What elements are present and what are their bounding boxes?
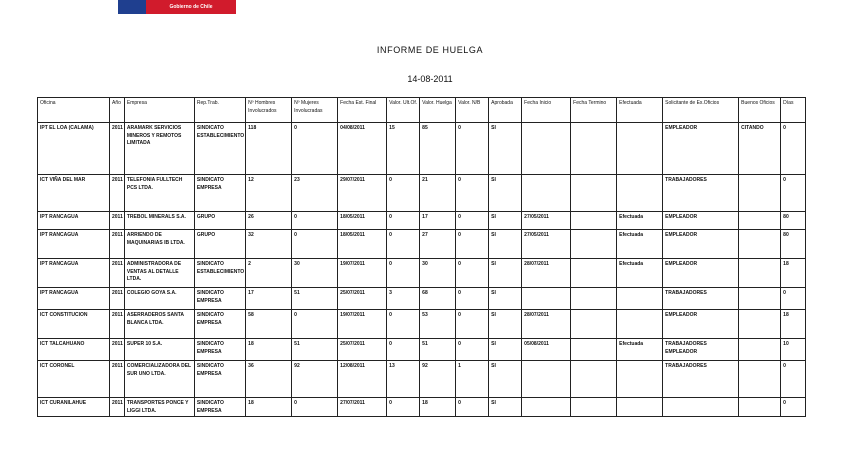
report-title: INFORME DE HUELGA bbox=[376, 45, 484, 55]
table-cell: 0 bbox=[781, 175, 806, 212]
table-cell: 3 bbox=[387, 288, 420, 310]
report-date: 14-08-2011 bbox=[407, 74, 453, 84]
table-cell: ICT CORONEL bbox=[38, 361, 110, 398]
column-header: Efectuada bbox=[617, 98, 663, 123]
table-cell: EMPLEADOR bbox=[663, 212, 739, 230]
table-cell: 25/07/2011 bbox=[338, 288, 387, 310]
table-cell: 27/07/2011 bbox=[338, 398, 387, 417]
table-cell: 58 bbox=[246, 310, 292, 339]
table-cell: EMPLEADOR bbox=[663, 230, 739, 259]
table-cell: 0 bbox=[781, 361, 806, 398]
table-cell: 118 bbox=[246, 123, 292, 175]
table-cell: 27/05/2011 bbox=[522, 212, 571, 230]
table-cell bbox=[522, 398, 571, 417]
table-cell: 0 bbox=[456, 310, 489, 339]
table-cell: 68 bbox=[420, 288, 456, 310]
table-cell: 18 bbox=[246, 398, 292, 417]
table-cell: 0 bbox=[292, 230, 338, 259]
table-cell: ARAMARK SERVICIOS MINEROS Y REMOTOS LIMITADA bbox=[124, 123, 194, 175]
table-cell bbox=[663, 398, 739, 417]
table-cell: SINDICATO EMPRESA bbox=[194, 361, 245, 398]
table-cell: 30 bbox=[292, 259, 338, 288]
table-cell bbox=[571, 361, 617, 398]
table-cell: SI bbox=[489, 398, 522, 417]
table-cell: 32 bbox=[246, 230, 292, 259]
table-row bbox=[38, 123, 806, 175]
table-cell: 0 bbox=[781, 123, 806, 175]
column-header: Días bbox=[781, 98, 806, 123]
table-cell: 92 bbox=[420, 361, 456, 398]
table-cell bbox=[571, 123, 617, 175]
strike-report-table bbox=[37, 97, 806, 417]
table-cell: 21 bbox=[420, 175, 456, 212]
table-cell: SI bbox=[489, 212, 522, 230]
table-cell: ICT CONSTITUCION bbox=[38, 310, 110, 339]
table-cell: 26 bbox=[246, 212, 292, 230]
table-cell: EMPLEADOR bbox=[663, 259, 739, 288]
table-cell: TRABAJADORES EMPLEADOR bbox=[663, 339, 739, 361]
logo-label: Gobierno de Chile bbox=[146, 0, 236, 14]
table-cell: 0 bbox=[387, 212, 420, 230]
table-cell: EMPLEADOR bbox=[663, 123, 739, 175]
table-cell: 2011 bbox=[110, 259, 125, 288]
table-cell: 2011 bbox=[110, 230, 125, 259]
table-cell: 18 bbox=[420, 398, 456, 417]
table-cell bbox=[522, 361, 571, 398]
table-cell bbox=[571, 288, 617, 310]
table-cell: Efectuada bbox=[617, 230, 663, 259]
table-row bbox=[38, 310, 806, 339]
table-cell: 2011 bbox=[110, 123, 125, 175]
column-header: Rep.Trab. bbox=[194, 98, 245, 123]
table-cell: IPT RANCAGUA bbox=[38, 230, 110, 259]
table-cell: 2011 bbox=[110, 175, 125, 212]
table-cell: SI bbox=[489, 288, 522, 310]
table-cell: 0 bbox=[456, 123, 489, 175]
table-cell bbox=[522, 288, 571, 310]
table-cell: 25/07/2011 bbox=[338, 339, 387, 361]
table-cell: CITANDO bbox=[739, 123, 781, 175]
column-header: Solicitante de Ex.Oficios bbox=[663, 98, 739, 123]
table-cell: SINDICATO EMPRESA bbox=[194, 398, 245, 417]
table-cell: 51 bbox=[292, 339, 338, 361]
table-cell: 53 bbox=[420, 310, 456, 339]
column-header: Fecha Est. Final bbox=[338, 98, 387, 123]
table-cell: 51 bbox=[420, 339, 456, 361]
table-cell bbox=[739, 259, 781, 288]
table-cell: 0 bbox=[456, 339, 489, 361]
table-cell: 2011 bbox=[110, 310, 125, 339]
table-cell: TRANSPORTES PONCE Y LIGGI LTDA. bbox=[124, 398, 194, 417]
table-cell: 2 bbox=[246, 259, 292, 288]
table-cell: SINDICATO EMPRESA bbox=[194, 288, 245, 310]
table-cell: 92 bbox=[292, 361, 338, 398]
table-cell: 05/08/2011 bbox=[522, 339, 571, 361]
column-header: Valor. N/B bbox=[456, 98, 489, 123]
table-cell: SINDICATO EMPRESA bbox=[194, 339, 245, 361]
table-cell: 2011 bbox=[110, 339, 125, 361]
table-cell bbox=[571, 259, 617, 288]
table-cell: ARRIENDO DE MAQUINARIAS IB LTDA. bbox=[124, 230, 194, 259]
table-cell: 0 bbox=[387, 339, 420, 361]
table-cell: 0 bbox=[781, 398, 806, 417]
table-cell: 0 bbox=[387, 259, 420, 288]
table-cell: 18 bbox=[246, 339, 292, 361]
table-cell: IPT EL LOA (CALAMA) bbox=[38, 123, 110, 175]
logo-blue-stripe bbox=[118, 0, 146, 14]
table-cell: 18/05/2011 bbox=[338, 230, 387, 259]
table-cell: 0 bbox=[292, 123, 338, 175]
table-cell: IPT RANCAGUA bbox=[38, 212, 110, 230]
table-cell bbox=[739, 212, 781, 230]
table-cell: IPT RANCAGUA bbox=[38, 259, 110, 288]
table-cell: 36 bbox=[246, 361, 292, 398]
column-header: Valor. Ult.Of. bbox=[387, 98, 420, 123]
table-cell: 0 bbox=[387, 175, 420, 212]
table-cell bbox=[617, 288, 663, 310]
table-cell bbox=[571, 310, 617, 339]
column-header: Aprobada bbox=[489, 98, 522, 123]
column-header: Oficina bbox=[38, 98, 110, 123]
table-cell: SI bbox=[489, 259, 522, 288]
table-cell bbox=[617, 123, 663, 175]
table-cell: 13 bbox=[387, 361, 420, 398]
table-cell: SINDICATO EMPRESA bbox=[194, 175, 245, 212]
table-cell bbox=[739, 310, 781, 339]
table-cell: COLEGIO GOYA S.A. bbox=[124, 288, 194, 310]
table-row bbox=[38, 288, 806, 310]
table-cell: SINDICATO ESTABLECIMIENTO bbox=[194, 123, 245, 175]
table-cell: TRABAJADORES bbox=[663, 361, 739, 398]
column-header: Valor. Huelga bbox=[420, 98, 456, 123]
table-cell: 18 bbox=[781, 259, 806, 288]
column-header: Fecha Termino bbox=[571, 98, 617, 123]
table-row bbox=[38, 230, 806, 259]
table-cell: SINDICATO ESTABLECIMIENTO bbox=[194, 259, 245, 288]
table-cell: 2011 bbox=[110, 288, 125, 310]
table-row bbox=[38, 212, 806, 230]
table-cell: 0 bbox=[292, 212, 338, 230]
table-cell: 0 bbox=[456, 288, 489, 310]
table-cell: 19/07/2011 bbox=[338, 310, 387, 339]
table-cell: 0 bbox=[292, 310, 338, 339]
table-cell: Efectuada bbox=[617, 212, 663, 230]
column-header: Nº Mujeres Involucradas bbox=[292, 98, 338, 123]
table-cell: EMPLEADOR bbox=[663, 310, 739, 339]
table-cell: SUPER 10 S.A. bbox=[124, 339, 194, 361]
table-cell bbox=[571, 230, 617, 259]
table-cell bbox=[739, 288, 781, 310]
table-cell: 0 bbox=[387, 230, 420, 259]
table-cell bbox=[617, 175, 663, 212]
table-cell bbox=[571, 398, 617, 417]
table-cell bbox=[617, 398, 663, 417]
table-cell bbox=[617, 361, 663, 398]
table-cell: 0 bbox=[781, 288, 806, 310]
table-cell bbox=[571, 212, 617, 230]
table-cell: SI bbox=[489, 310, 522, 339]
table-row bbox=[38, 361, 806, 398]
table-cell: 15 bbox=[387, 123, 420, 175]
table-cell: 19/07/2011 bbox=[338, 259, 387, 288]
table-cell: COMERCIALIZADORA DEL SUR UNO LTDA. bbox=[124, 361, 194, 398]
table-cell: GRUPO bbox=[194, 230, 245, 259]
column-header: Nº Hombres Involucrados bbox=[246, 98, 292, 123]
table-cell: 2011 bbox=[110, 212, 125, 230]
table-cell: SI bbox=[489, 339, 522, 361]
table-cell: 12 bbox=[246, 175, 292, 212]
table-cell bbox=[739, 398, 781, 417]
table-cell: TRABAJADORES bbox=[663, 288, 739, 310]
table-cell bbox=[739, 175, 781, 212]
table-cell: 51 bbox=[292, 288, 338, 310]
table-cell: 0 bbox=[456, 230, 489, 259]
table-cell: SI bbox=[489, 361, 522, 398]
column-header: Empresa bbox=[124, 98, 194, 123]
table-cell: 17 bbox=[420, 212, 456, 230]
table-cell: IPT RANCAGUA bbox=[38, 288, 110, 310]
table-cell: ICT VIÑA DEL MAR bbox=[38, 175, 110, 212]
table-cell: 23 bbox=[292, 175, 338, 212]
table-row bbox=[38, 259, 806, 288]
table-cell: 85 bbox=[420, 123, 456, 175]
gobierno-logo bbox=[118, 0, 236, 14]
table-cell: 0 bbox=[387, 398, 420, 417]
table-cell bbox=[739, 361, 781, 398]
column-header: Buenos Oficios bbox=[739, 98, 781, 123]
table-cell bbox=[571, 175, 617, 212]
table-cell bbox=[739, 230, 781, 259]
table-cell: TELEFONIA FULLTECH PCS LTDA. bbox=[124, 175, 194, 212]
table-cell: 80 bbox=[781, 212, 806, 230]
table-cell: 1 bbox=[456, 361, 489, 398]
table-cell: 28/07/2011 bbox=[522, 310, 571, 339]
table-cell: 0 bbox=[456, 398, 489, 417]
table-row bbox=[38, 175, 806, 212]
table-cell bbox=[522, 123, 571, 175]
table-cell: GRUPO bbox=[194, 212, 245, 230]
table-row bbox=[38, 339, 806, 361]
table-cell: 04/08/2011 bbox=[338, 123, 387, 175]
table-cell: 0 bbox=[292, 398, 338, 417]
column-header: Año bbox=[110, 98, 125, 123]
table-cell: TREBOL MINERALS S.A. bbox=[124, 212, 194, 230]
table-cell: 2011 bbox=[110, 398, 125, 417]
table-cell: 0 bbox=[456, 175, 489, 212]
table-cell: 12/08/2011 bbox=[338, 361, 387, 398]
table-cell: SI bbox=[489, 123, 522, 175]
table-cell: 27 bbox=[420, 230, 456, 259]
table-cell: Efectuada bbox=[617, 339, 663, 361]
table-cell: ICT CURANILAHUE bbox=[38, 398, 110, 417]
table-cell: SI bbox=[489, 230, 522, 259]
table-cell: ADMINISTRADORA DE VENTAS AL DETALLE LTDA. bbox=[124, 259, 194, 288]
table-header-row bbox=[38, 98, 806, 123]
table-cell: TRABAJADORES bbox=[663, 175, 739, 212]
table-cell bbox=[522, 175, 571, 212]
table-cell: 0 bbox=[387, 310, 420, 339]
table-cell: 0 bbox=[456, 259, 489, 288]
table-cell: SI bbox=[489, 175, 522, 212]
table-cell: ASERRADEROS SANTA BLANCA LTDA. bbox=[124, 310, 194, 339]
table-cell: 18/05/2011 bbox=[338, 212, 387, 230]
table-cell bbox=[739, 339, 781, 361]
table-cell bbox=[571, 339, 617, 361]
table-cell: 2011 bbox=[110, 361, 125, 398]
table-cell: 27/05/2011 bbox=[522, 230, 571, 259]
table-row bbox=[38, 398, 806, 417]
table-cell bbox=[617, 310, 663, 339]
table-cell: 29/07/2011 bbox=[338, 175, 387, 212]
table-cell: 30 bbox=[420, 259, 456, 288]
table-cell: 18 bbox=[781, 310, 806, 339]
table-cell: Efectuada bbox=[617, 259, 663, 288]
table-cell: 17 bbox=[246, 288, 292, 310]
column-header: Fecha Inicio bbox=[522, 98, 571, 123]
table-cell: 28/07/2011 bbox=[522, 259, 571, 288]
table-cell: 10 bbox=[781, 339, 806, 361]
table-cell: ICT TALCAHUANO bbox=[38, 339, 110, 361]
table-cell: 80 bbox=[781, 230, 806, 259]
table-cell: SINDICATO EMPRESA bbox=[194, 310, 245, 339]
table-cell: 0 bbox=[456, 212, 489, 230]
